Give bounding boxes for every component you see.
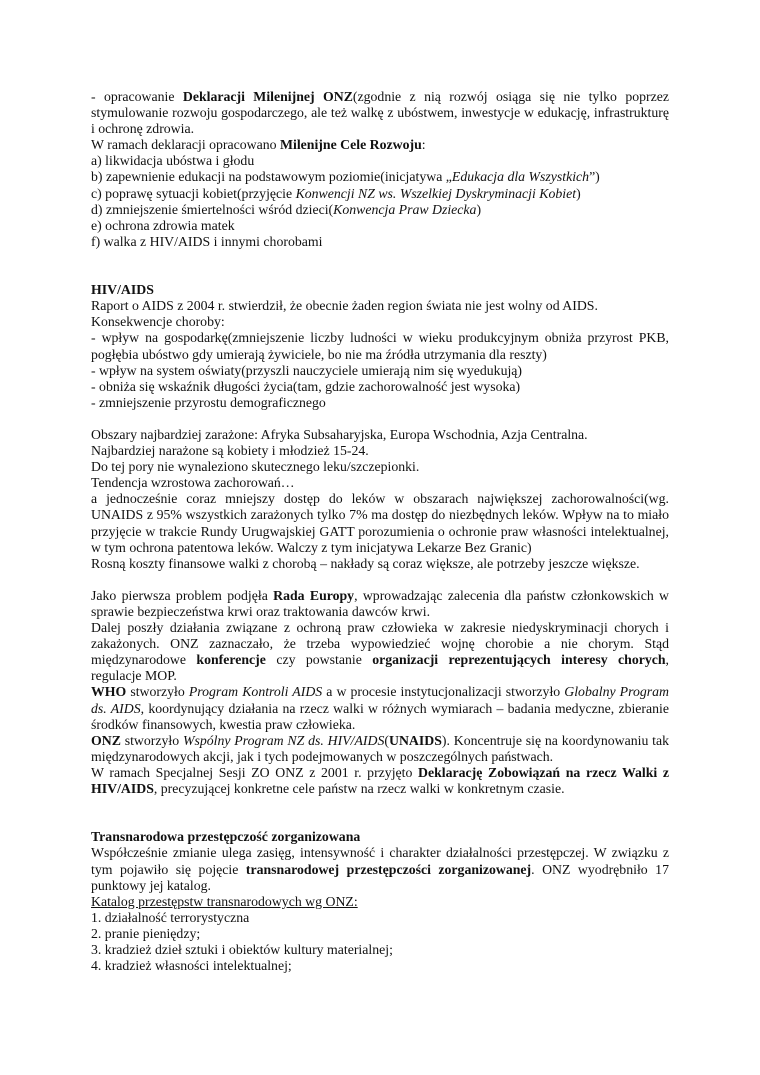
text-run: czy powstanie xyxy=(265,652,373,668)
text-run: Konsekwencje choroby: xyxy=(91,314,225,330)
paragraph-specjalna-sesja xyxy=(91,765,669,797)
paragraph-hiv-dostep-do-lekow xyxy=(91,491,669,555)
text-line xyxy=(91,298,669,314)
text-run: a) likwidacja ubóstwa i głodu xyxy=(91,153,255,169)
paragraph-onz-unaids xyxy=(91,733,669,765)
text-line xyxy=(91,894,669,910)
text-run: ”) xyxy=(589,169,600,185)
text-line xyxy=(91,443,669,459)
text-line xyxy=(91,186,669,202)
text-run: 2. pranie pieniędzy; xyxy=(91,925,201,941)
text-run: Jako pierwsza problem podjęła xyxy=(91,587,274,603)
text-run: f) walka z HIV/AIDS i innymi chorobami xyxy=(91,233,323,249)
text-run: Tendencja wzrostowa zachorowań… xyxy=(91,475,295,491)
bold-text-run: transnarodowej przestępczości zorganizowanej xyxy=(245,861,532,877)
text-run: ) xyxy=(576,185,581,201)
bold-text-run: Deklaracji Milenijnej ONZ xyxy=(182,89,353,104)
text-line xyxy=(91,314,669,330)
text-line xyxy=(91,958,669,974)
blank-line xyxy=(91,813,669,829)
line-group-hiv-koszty xyxy=(91,556,669,572)
text-run: . ONZ wyodrębniło 17 punktowy jej katalog. xyxy=(91,861,669,893)
text-run: HIV/AIDS xyxy=(91,282,154,298)
text-run: Dalej poszły działania związane z ochroną praw człowieka w zakresie niedyskryminacji chorych i zakażonych. ONZ zaznaczało, że trzeba wypowiedzieć wojnę chorobie a nie chorym. Stąd międzynarodowe xyxy=(91,620,669,668)
section-heading-przestepczosc-heading xyxy=(91,829,669,845)
line-group-hiv-obszary xyxy=(91,427,669,491)
bold-text-run: UNAIDS xyxy=(388,732,442,748)
bold-text-run: organizacji reprezentujących interesy chorych xyxy=(372,652,666,668)
paragraph-przestepczosc-intro xyxy=(91,845,669,893)
text-run: - opracowanie xyxy=(91,89,183,104)
text-run: 1. działalność terrorystyczna xyxy=(91,909,250,925)
text-run: ( xyxy=(384,732,389,748)
underlined-text-run: Katalog przestępstw transnarodowych wg ONZ: xyxy=(91,893,358,909)
text-run: - zmniejszenie przyrostu demograficznego xyxy=(91,394,326,410)
blank-line xyxy=(91,572,669,588)
text-run: - wpływ na gospodarkę(zmniejszenie liczby ludności w wieku produkcyjnym obniża przyrost PKB, pogłębia ubóstwo gdy umierają żywiciele, bo nie ma źródła utrzymania dla reszty) xyxy=(91,330,669,362)
text-run: Do tej pory nie wynaleziono skutecznego leku/szczepionki. xyxy=(91,459,420,475)
text-line xyxy=(91,459,669,475)
paragraph-rada-europy xyxy=(91,588,669,620)
bold-text-run: Rada Europy xyxy=(273,587,355,603)
text-line xyxy=(91,218,669,234)
text-run: : xyxy=(421,137,426,153)
text-run: 3. kradzież dzieł sztuki i obiektów kultury materialnej; xyxy=(91,941,393,957)
text-line xyxy=(91,926,669,942)
text-run: c) poprawę sytuacji kobiet(przyjęcie xyxy=(91,185,296,201)
text-line xyxy=(91,153,669,169)
blank-line xyxy=(91,797,669,813)
bold-text-run: WHO xyxy=(91,684,127,700)
line-group-katalog-list xyxy=(91,894,669,974)
text-run: Raport o AIDS z 2004 r. stwierdził, że obecnie żaden region świata nie jest wolny od AIDS. xyxy=(91,298,598,314)
blank-line xyxy=(91,250,669,266)
bold-text-run: Deklarację Zobowiązań na rzecz Walki z HIV/AIDS xyxy=(91,764,669,797)
text-line xyxy=(91,395,669,411)
paragraph-ochrona-praw-czlowieka xyxy=(91,620,669,684)
text-line xyxy=(91,137,669,153)
text-run: Obszary najbardziej zarażone: Afryka Subsaharyjska, Europa Wschodnia, Azja Centralna. xyxy=(91,426,588,442)
text-line xyxy=(91,234,669,250)
text-run: , wprowadzając zalecenia dla państw członkowskich w sprawie bezpieczeństwa krwi oraz traktowania dawców krwi. xyxy=(91,587,669,619)
paragraph-hiv-konsekwencje-gospodarka xyxy=(91,330,669,362)
text-run: d) zmniejszenie śmiertelności wśród dzieci( xyxy=(91,201,334,217)
text-line xyxy=(91,475,669,491)
text-line xyxy=(91,427,669,443)
italic-text-run: Wspólny Program NZ ds. HIV/AIDS xyxy=(182,732,385,748)
text-run: stworzyło xyxy=(126,684,189,700)
text-run: , regulacje MOP. xyxy=(91,652,669,684)
text-run: (zgodnie z nią rozwój osiąga się nie tylko poprzez stymulowanie rozwoju gospodarczego, ale też walkę z ubóstwem, inwestycje w edukację, infrastrukturę i ochronę zdrowia. xyxy=(91,89,670,137)
text-run: e) ochrona zdrowia matek xyxy=(91,217,235,233)
line-group-milenijne-cele-list xyxy=(91,137,669,250)
italic-text-run: Edukacja dla Wszystkich xyxy=(451,169,590,185)
text-run: a jednocześnie coraz mniejszy dostęp do leków w obszarach największej zachorowalności(wg. UNAIDS z 95% wszystkich zarażonych tylko 7% ma dostęp do niezbędnych leków. Wpływ na to miało przyjęcie w trakcie Rundy Urugwajskiej GATT porozumienia o ochronie praw własności intelektualnej, w tym ochrona patentowa leków. Walczy z tym inicjatywa Lekarze Bez Granic) xyxy=(91,491,669,555)
text-run: stworzyło xyxy=(120,732,183,748)
text-line xyxy=(91,202,669,218)
text-line xyxy=(91,910,669,926)
italic-text-run: Program Kontroli AIDS xyxy=(188,684,323,700)
section-heading-hiv-aids-heading xyxy=(91,282,669,298)
text-line xyxy=(91,379,669,395)
text-line xyxy=(91,556,669,572)
bold-text-run: Milenijne Cele Rozwoju xyxy=(279,137,422,153)
text-run: 4. kradzież własności intelektualnej; xyxy=(91,958,292,974)
text-run: Współcześnie zmianie ulega zasięg, intensywność i charakter działalności przestępczej. W związku z tym pojawiło się pojęcie xyxy=(91,845,669,877)
text-run: - wpływ na system oświaty(przyszli nauczyciele umierają nim się wyedukują) xyxy=(91,362,523,378)
blank-line xyxy=(91,411,669,427)
text-run: , precyzującej konkretne cele państw na rzecz walki w konkretnym czasie. xyxy=(153,781,565,797)
text-run: b) zapewnienie edukacji na podstawowym poziomie(inicjatywa „ xyxy=(91,169,452,185)
text-run: Rosną koszty finansowe walki z chorobą – nakłady są coraz większe, ale potrzeby jeszcze większe. xyxy=(91,555,640,571)
bold-text-run: konferencje xyxy=(196,652,266,668)
italic-text-run: Konwencji NZ ws. Wszelkiej Dyskryminacji Kobiet xyxy=(295,185,577,201)
text-line xyxy=(91,363,669,379)
text-run: W ramach deklaracji opracowano xyxy=(91,137,280,153)
text-run: - obniża się wskaźnik długości życia(tam, gdzie zachorowalność jest wysoka) xyxy=(91,378,521,394)
line-group-hiv-konsekwencje-intro xyxy=(91,298,669,330)
italic-text-run: Globalny Program ds. AIDS xyxy=(91,684,669,716)
blank-line xyxy=(91,266,669,282)
text-run: ). Koncentruje się na koordynowaniu tak międzynarodowych akcji, jak i tych podejmowanych w poszczególnych państwach. xyxy=(91,732,670,764)
text-run: Najbardziej narażone są kobiety i młodzież 15-24. xyxy=(91,443,369,459)
text-run: ) xyxy=(476,201,482,217)
text-run: Transnarodowa przestępczość zorganizowana xyxy=(91,829,361,845)
text-run: , koordynujący działania na rzecz walki w różnych wymiarach – badania medyczne, zbieranie środków finansowych, kwestia praw człowieka. xyxy=(91,700,670,732)
text-line xyxy=(91,942,669,958)
italic-text-run: Konwencja Praw Dziecka xyxy=(333,201,477,217)
paragraph-who-program xyxy=(91,684,669,732)
text-run: W ramach Specjalnej Sesji ZO ONZ z 2001 r. przyjęto xyxy=(91,764,419,780)
line-group-hiv-konsekwencje-list xyxy=(91,363,669,411)
text-line xyxy=(91,169,669,185)
paragraph-deklaracja-milenijna-intro xyxy=(91,89,669,137)
text-run: a w procesie instytucjonalizacji stworzyło xyxy=(322,684,565,700)
bold-text-run: ONZ xyxy=(91,732,121,748)
